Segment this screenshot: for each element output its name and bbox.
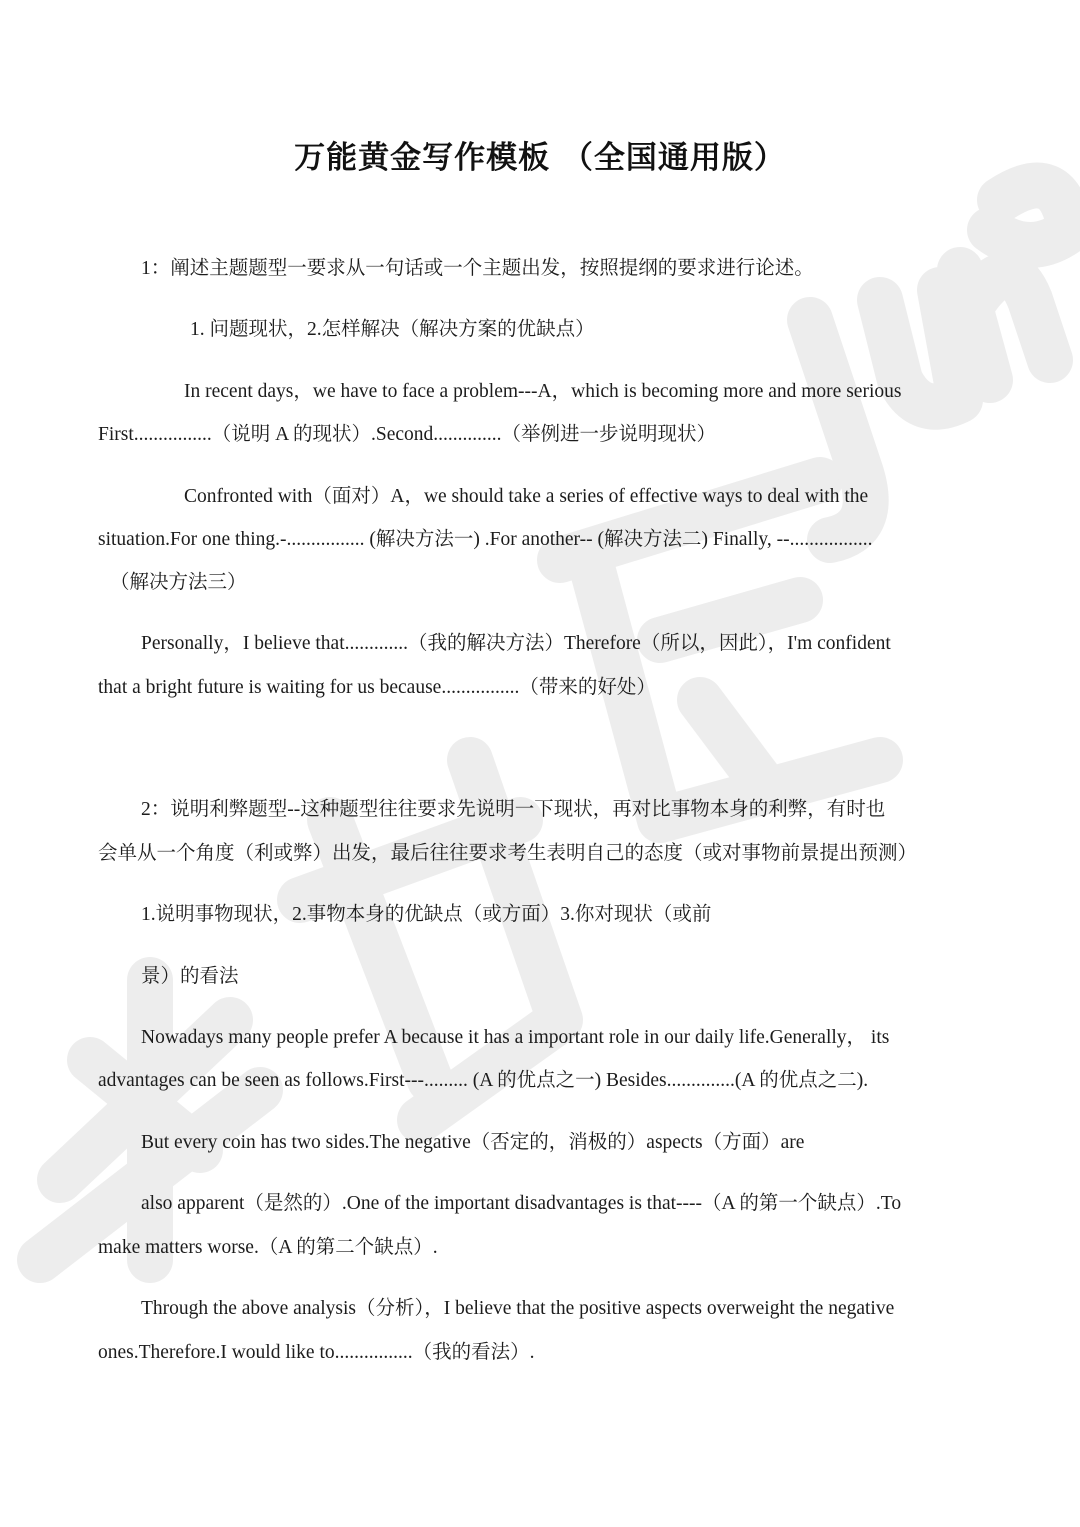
section1-outline: 1. 问题现状，2.怎样解决（解决方案的优缺点）	[190, 319, 595, 340]
section2-outline-line2: 景）的看法	[141, 966, 239, 987]
section2-para4-line1: Through the above analysis（分析），I believe that the positive aspects overweight the negative	[141, 1298, 895, 1319]
section1-para3-line1: Personally，I believe that.............（我的解决方法）Therefore（所以，因此），I'm confident	[141, 633, 891, 654]
section2-para1-line2: advantages can be seen as follows.First---......... (A 的优点之一) Besides..............(A 的优点之二).	[98, 1070, 869, 1091]
section2-heading-line2: 会单从一个角度（利或弊）出发，最后往往要求考生表明自己的态度（或对事物前景提出预测）	[98, 843, 918, 864]
section1-para1-line1: In recent days，we have to face a problem---A，which is becoming more and more serious	[184, 381, 902, 402]
section1-heading: 1：阐述主题题型一要求从一句话或一个主题出发，按照提纲的要求进行论述。	[141, 258, 814, 279]
document-title: 万能黄金写作模板 （全国通用版）	[294, 140, 786, 176]
section1-para2-line3: （解决方法三）	[110, 572, 247, 593]
section2-para4-line2: ones.Therefore.I would like to................（我的看法）.	[98, 1342, 535, 1363]
section1-para2-line1: Confronted with（面对）A，we should take a series of effective ways to deal with the	[184, 486, 869, 507]
section2-para2-line1: But every coin has two sides.The negative（否定的，消极的）aspects（方面）are	[141, 1132, 805, 1153]
section1-para1-line2: First................（说明 A 的现状）.Second..............（举例进一步说明现状）	[98, 424, 717, 445]
section1-para2-line2: situation.For one thing.-................ (解决方法一) .For another-- (解决方法二) Finally, --.................	[98, 529, 873, 550]
section2-para1-line1: Nowadays many people prefer A because it has a important role in our daily life.Generally， its	[141, 1027, 890, 1048]
section2-para3-line1: also apparent（是然的）.One of the important disadvantages is that----（A 的第一个缺点）.To	[141, 1193, 902, 1214]
section2-outline-line1: 1.说明事物现状，2.事物本身的优缺点（或方面）3.你对现状（或前	[141, 904, 712, 925]
section2-heading-line1: 2：说明利弊题型--这种题型往往要求先说明一下现状，再对比事物本身的利弊，有时也	[141, 799, 886, 820]
section2-para3-line2: make matters worse.（A 的第二个缺点）.	[98, 1237, 438, 1258]
section1-para3-line2: that a bright future is waiting for us because................（带来的好处）	[98, 677, 656, 698]
